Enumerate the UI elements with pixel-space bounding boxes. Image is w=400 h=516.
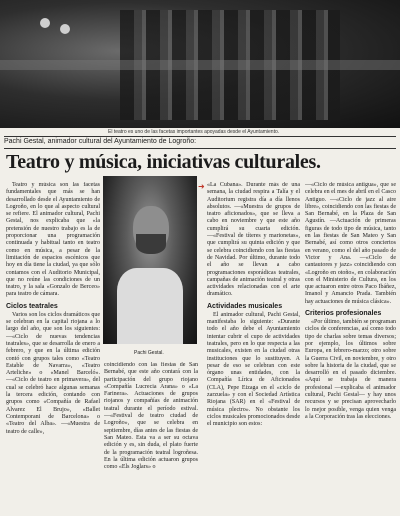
photo-lamp: [40, 18, 50, 28]
event-photo: [0, 0, 400, 128]
section-heading: Criterios profesionales: [305, 310, 382, 318]
article-headline: Teatro y música, iniciativas culturales.: [6, 151, 321, 173]
photo-stage-light: [0, 60, 400, 70]
article-column-4: [305, 182, 396, 512]
article-column-1: [6, 182, 100, 512]
portrait-shirt: [117, 268, 183, 344]
article-paragraph: El animador cultural, Pachi Gestal, manifestaba lo siguiente: «Durante todo el año debe el Ayuntamiento intentar cubrir el cupo de actividades teatrales, pero en lo que respecta a las musicales, existen en la ciudad otras instituciones que lo sustituyen. A pesar de eso se celebran con este órgano unas entidades, con la Compañía Lírica de Aficionados (CLA), Pepe Eizaga en el «ciclo de zarzuela» y con el Sociedad Artística Riojana (SAR) en el «Festival de música plectro». No obstante los ciclos musicales promocionados desde el municipio son estos:: [207, 311, 300, 428]
article-column-2: [104, 362, 198, 514]
article-paragraph: Varios son los ciclos dramáticos que se celebran en la capital riojana a lo largo del año, que son los siguientes: —«Ciclo de nuevas tendencias teatrales», que se desarrolla de enero a febrero, y que en la última edición contó con grupos tales como «Teatro Estable de Navarra», «Teatro Arteliche» o «Manel Barceló». —«Ciclo de teatro en primavera», del cual se celebró hace algunas semanas la tercera edición, contando con grupos como «Compañía de Rafael Alvarez El Brujo», «Ballet Contemporani de Barcelona» o «Teatro del Alba». —«Muestra de teatro de calle»,: [6, 311, 100, 435]
article-paragraph: Teatro y música son las facetas fundamentales que más se han desarrollado desde el Ayuntamiento de Logroño, en lo que al aspecto cultural se refiere. El animador cultural, Pachi Gestal, nos explicaba que «la pretensión de nuestro trabajo es la de proporcionar una programación continuada y habitual tanto en teatro como en música, a pesar de la limitación de espacios escénicos que hoy en día tiene la ciudad, ya que sólo contamos con el Auditorio Municipal, que no reúne las condiciones de un teatro, y la sala «Gonzalo de Berceo» para teatro de cámara.: [6, 182, 100, 298]
photo-caption: El teatro es uno de las facetas importantes apoyadas desde el Ayuntamiento.: [108, 129, 280, 135]
portrait-caption: Pachi Gestal.: [134, 350, 164, 356]
article-paragraph: «Por último, también se programan ciclos de conferencias, así como todo tipo de charlas sobre temas diversos; por ejemplo, los últimos sobre Europa, en febrero-marzo; otro sobre la Guerra Civil, en noviembre, y otro sobre la historia de la ciudad, que se desarrolló en el pasado diciembre. «Aquí se trabaja de manera profesional —explicaba el animador cultural, Pachi Gestal— y hay unos recursos y se precisan aprovecharlo lo mejor posible, venga quien venga a la Corporación tras las elecciones.: [305, 319, 396, 420]
article-paragraph: «La Cubana». Durante más de una semana, la ciudad respira a Talía y el Auditorium registra día a día llenos absolutos. —«Muestra de grupos de teatro aficionados», que se lleva a cabo en noviembre y que este año cumplirá su cuarta edición. —«Festival de títeres y marionetas», que cumplirá su quinta edición y que se celebra coincidiendo con las fiestas de Navidad. Por último, durante todo el año se llevan a cabo programaciones esporádicas teatrales, campañas de animación teatral y otras actividades relacionadas con el arte dramático.: [207, 182, 300, 298]
continuation-arrow-icon: ➜: [198, 182, 205, 191]
section-heading: Actividades musicales: [207, 302, 283, 310]
portrait-beard: [136, 234, 166, 254]
section-heading: Ciclos teatrales: [6, 302, 58, 310]
article-column-3: [207, 182, 300, 512]
article-paragraph: —«Ciclo de música antigua», que se celebra en el mes de abril en el Casco Antiguo. —«Ciclo de jazz al aire libre», coincidiendo con las fiestas de San Bernabé, en la Plaza de San Agustín. —Actuación de primeras figuras de todo tipo de música, tanto en las fiestas de San Mateo y San Bernabé, así como otros conciertos en verano, como el del año pasado de Victor y Ana. —«Ciclo de cantautores y jazz» coincidiendo con «Logroño en otoño», en colaboración con el Ministerio de Cultura, en los que actuaron entre otros Paco Ibáñez, Imanol y Amancio Prada. También hay actuaciones de música clásica».: [305, 182, 396, 305]
article-paragraph: coincidiendo con las fiestas de San Bernabé, que este año contará con la participación del grupo riojano «Compañía Lucrecia Arana» o «La Farinera». Actuaciones de grupos riojanos y compañías de animación teatral durante el período estival. —«Festival de teatro ciudad de Logroño», que se celebra en septiembre, días antes de las fiestas de San Mateo. Esta va a ser su octava edición y es, sin duda, el plato fuerte de la programación teatral logroñesa. En la última edición actuaron grupos como «Els Joglars» o: [104, 362, 198, 471]
article-kicker: Pachi Gestal, animador cultural del Ayuntamiento de Logroño:: [4, 138, 197, 145]
divider: [4, 136, 396, 137]
photo-lamp: [60, 24, 70, 34]
portrait-photo: [103, 176, 197, 344]
divider: [4, 148, 396, 149]
